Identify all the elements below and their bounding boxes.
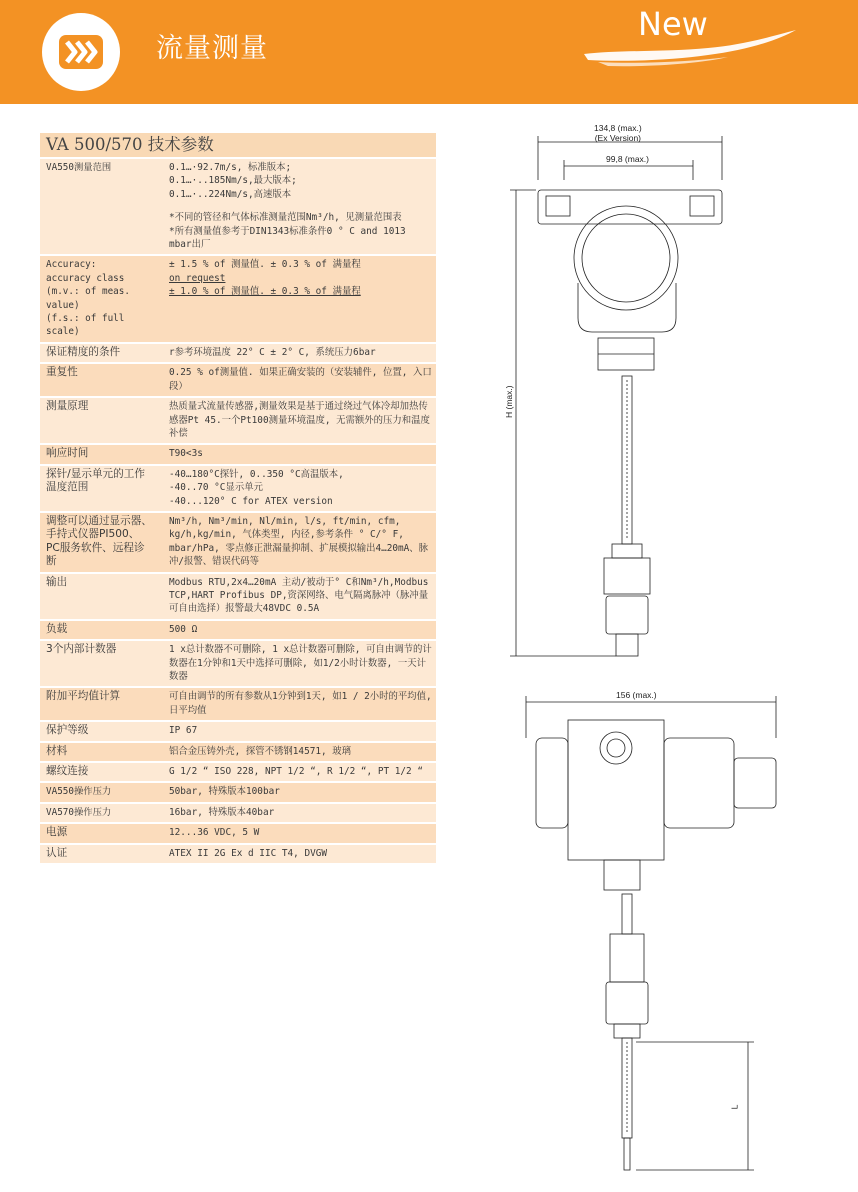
spec-value: G 1/2 “ ISO 228, NPT 1/2 “, R 1/2 “, PT 1/2 “ xyxy=(169,766,423,778)
spec-label: 测量原理 xyxy=(46,400,89,413)
spec-row xyxy=(40,845,436,865)
spec-value: ± 1.5 % of 测量值. ± 0.3 % of 满量程 on request ± 1.0 % of 测量值. ± 0.3 % of 满量程 xyxy=(169,259,361,298)
spec-label: 调整可以通过显示器、手持式仪器PI500、PC服务软件、远程诊断 xyxy=(46,514,152,568)
spec-label: VA570操作压力 xyxy=(46,806,112,818)
spec-label: 螺纹连接 xyxy=(46,765,89,778)
spec-label: 电源 xyxy=(46,826,68,839)
page-header xyxy=(0,0,858,104)
spec-value: 12...36 VDC, 5 W xyxy=(169,827,260,839)
dim-length: L xyxy=(729,1104,740,1110)
spec-label: 附加平均值计算 xyxy=(46,690,121,703)
dim-side-width: 156 (max.) xyxy=(616,690,657,700)
spec-row xyxy=(40,743,436,763)
spec-row xyxy=(40,445,436,465)
spec-label: 保证精度的条件 xyxy=(46,345,121,358)
spec-label: 材料 xyxy=(46,744,68,757)
spec-value: 0.1…·92.7m/s, 标准版本; 0.1…·..185Nm/s,最大版本; 0.1…·..224Nm/s,高速版本 *不同的管径和气体标准测量范围Nm³/h, 见测量范围表 *所有测量值参考于DIN1343标准条件0 ° C and 1013 mbar出厂 xyxy=(169,162,406,251)
page-title: 流量测量 xyxy=(156,33,268,64)
spec-value: 500 Ω xyxy=(169,623,198,635)
spec-value: IP 67 xyxy=(169,725,198,737)
spec-row xyxy=(40,398,436,445)
dim-top-max: 134,8 (max.) (Ex Version) xyxy=(594,123,642,143)
spec-label: 3个内部计数器 xyxy=(46,643,117,656)
spec-value: Nm³/h, Nm³/min, Nl/min, l/s, ft/min, cfm, kg/h,kg/min, 气体类型, 内径,参考条件 ° C/° F, mbar/hPa, 零点修正泄漏量抑制、扩展模拟输出4…20mA、脉冲/报警、错误代码等 xyxy=(169,515,429,568)
spec-table-title: VA 500/570 技术参数 xyxy=(40,133,436,159)
new-badge: New xyxy=(638,5,708,43)
spec-value: 热质量式流量传感器,测量效果是基于通过绕过气体冷却加热传感器Pt 45.一个Pt100测量环境温度, 无需额外的压力和温度补偿 xyxy=(169,401,430,439)
spec-label: Accuracy: accuracy class (m.v.: of meas. value) (f.s.: of full scale) xyxy=(46,259,130,338)
spec-value: 1 x总计数器不可删除, 1 x总计数器可删除, 可自由调节的计数器在1分钟和1天中选择可删除, 如1/2小时计数器, 一天计数器 xyxy=(169,644,432,682)
spec-label: 输出 xyxy=(46,575,68,588)
spec-label: 重复性 xyxy=(46,366,78,379)
spec-row xyxy=(40,159,436,256)
spec-row xyxy=(40,256,436,343)
spec-row xyxy=(40,688,436,722)
spec-row xyxy=(40,722,436,742)
spec-label: 探针/显示单元的工作温度范围 xyxy=(46,467,145,494)
spec-row xyxy=(40,574,436,621)
dim-height: H (max.) xyxy=(504,385,514,418)
spec-value: 0.25 % of测量值. 如果正确安装的（安装辅件, 位置, 入口段） xyxy=(169,367,432,392)
spec-label: 保护等级 xyxy=(46,724,89,737)
spec-table xyxy=(40,133,436,865)
spec-row xyxy=(40,824,436,844)
spec-value: Modbus RTU,2x4…20mA 主动/被动于° C和Nm³/h,Modbus TCP,HART Profibus DP,资深网络、电气隔离脉冲（脉冲量可自由选择）报警最大48VDC 0.5A xyxy=(169,576,429,615)
spec-label: 负载 xyxy=(46,622,68,635)
spec-value: 16bar, 特殊版本40bar xyxy=(169,806,275,818)
spec-row xyxy=(40,364,436,398)
spec-value: 可自由调节的所有参数从1分钟到1天, 如1 / 2小时的平均值, 日平均值 xyxy=(169,691,432,716)
spec-value: T90<3s xyxy=(169,448,203,460)
spec-label: 响应时间 xyxy=(46,447,89,460)
spec-label: 认证 xyxy=(46,846,68,859)
spec-value: ATEX II 2G Ex d IIC T4, DVGW xyxy=(169,847,328,859)
spec-value: 50bar, 特殊版本100bar xyxy=(169,786,280,798)
spec-row xyxy=(40,513,436,574)
spec-row xyxy=(40,466,436,513)
chevrons-right-icon xyxy=(42,13,120,91)
spec-label: VA550测量范围 xyxy=(46,162,112,173)
spec-value: 铝合金压铸外壳, 探管不锈钢14571, 玻璃 xyxy=(169,745,352,757)
spec-rows xyxy=(40,159,436,865)
spec-row xyxy=(40,804,436,824)
technical-drawing xyxy=(486,118,858,1183)
spec-row xyxy=(40,641,436,688)
spec-row xyxy=(40,621,436,641)
spec-row xyxy=(40,344,436,364)
dim-top-inner: 99,8 (max.) xyxy=(606,154,649,164)
spec-value: r参考环境温度 22° C ± 2° C, 系统压力6bar xyxy=(169,346,376,358)
spec-label: VA550操作压力 xyxy=(46,786,112,798)
spec-row xyxy=(40,783,436,803)
spec-row xyxy=(40,763,436,783)
device-drawing xyxy=(486,118,858,1178)
spec-value: -40…180°C探针, 0..350 °C高温版本, -40..70 °C显示单元 -40...120° C for ATEX version xyxy=(169,468,344,507)
